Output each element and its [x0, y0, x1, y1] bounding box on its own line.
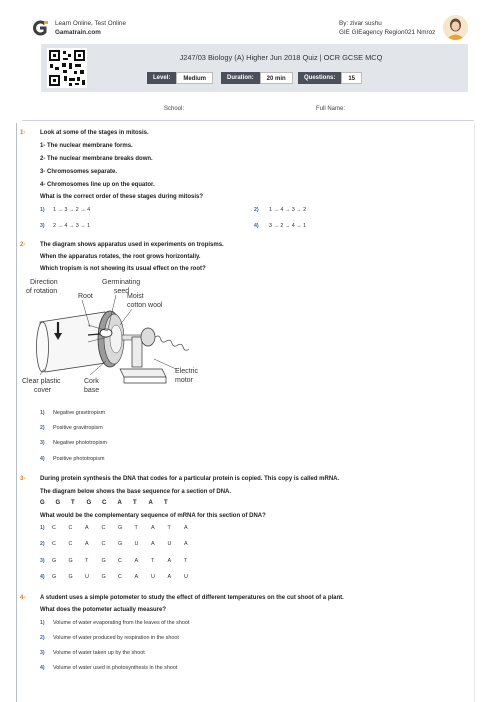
- option-text[interactable]: Volume of water used in photosynthesis in the shoot: [53, 665, 178, 671]
- diagram-label: Electric: [175, 368, 198, 375]
- option-number[interactable]: 2): [40, 541, 45, 547]
- dna-base: G: [86, 500, 92, 506]
- dna-base: G: [55, 500, 61, 506]
- duration-value: 20 min: [260, 72, 293, 84]
- question-3-question: What would be the complementary sequence of mRNA for this section of DNA?: [40, 513, 266, 519]
- dna-base: A: [148, 500, 153, 506]
- option-number[interactable]: 3): [40, 223, 45, 229]
- base: T: [151, 558, 155, 564]
- diagram-label: seed: [114, 288, 130, 295]
- base: G: [52, 558, 57, 564]
- base: C: [68, 541, 73, 547]
- quiz-banner: [41, 44, 468, 92]
- power-cable-icon: [154, 335, 189, 351]
- diagram-label: Root: [78, 293, 93, 300]
- base: C: [101, 525, 106, 531]
- option-number[interactable]: 1): [40, 620, 45, 626]
- question-1-stem: Look at some of the stages in mitosis.: [40, 130, 149, 136]
- base: C: [101, 541, 106, 547]
- question-3-number: 3-: [20, 476, 26, 482]
- option-number[interactable]: 3): [40, 440, 45, 446]
- tropism-apparatus-diagram: [20, 277, 200, 397]
- option-text[interactable]: Positive gravitropism: [53, 425, 103, 431]
- base: U: [151, 574, 155, 580]
- base: G: [118, 525, 123, 531]
- question-1-question: What is the correct order of these stages during mitosis?: [40, 194, 204, 200]
- cork-base-shape: [98, 311, 124, 367]
- option-text[interactable]: 3 → 2 → 4 → 1: [269, 223, 307, 229]
- option-text[interactable]: 1 → 4 → 3 → 2: [269, 207, 307, 213]
- option-number[interactable]: 4): [40, 665, 45, 671]
- question-4-stem: A student uses a simple potometer to study the effect of different temperatures on the cut shoot of a plant.: [40, 595, 344, 601]
- base: A: [151, 541, 155, 547]
- option-text[interactable]: Volume of water evaporating from the leaves of the shoot: [53, 620, 190, 626]
- base: C: [52, 541, 56, 547]
- base: T: [167, 525, 171, 531]
- option-text[interactable]: Volume of water produced by respiration in the shoot: [53, 635, 179, 641]
- option-sequence[interactable]: [52, 525, 201, 531]
- base: A: [151, 525, 155, 531]
- diagram-label: Direction: [30, 279, 58, 286]
- option-number[interactable]: 4): [40, 574, 45, 580]
- base: A: [184, 525, 188, 531]
- option-text[interactable]: 2 → 4 → 3 → 1: [53, 223, 91, 229]
- base: A: [134, 558, 139, 564]
- quiz-title: J247/03 Biology (A) Higher Jun 2018 Quiz | OCR GCSE MCQ: [179, 53, 383, 62]
- author-name: By: zivar sushu: [339, 20, 382, 27]
- base: U: [167, 541, 172, 547]
- question-3-stem: During protein synthesis the DNA that codes for a particular protein is copied. This copy is called mRNA.: [40, 476, 340, 482]
- dna-base: G: [40, 500, 45, 506]
- option-number[interactable]: 2): [40, 425, 45, 431]
- dna-base: T: [164, 500, 168, 506]
- question-1-line: 1- The nuclear membrane forms.: [40, 143, 133, 149]
- questions-value: 15: [341, 72, 362, 84]
- site-link[interactable]: Gamatrain.com: [55, 29, 101, 36]
- question-1-line: 3- Chromosomes separate.: [40, 169, 118, 175]
- question-2-stem: The diagram shows apparatus used in experiments on tropisms.: [40, 242, 224, 248]
- diagram-label: Cork: [84, 378, 99, 385]
- page-header: [0, 0, 496, 48]
- base: A: [184, 541, 188, 547]
- base: C: [68, 525, 73, 531]
- option-sequence[interactable]: [52, 574, 201, 580]
- base: C: [118, 558, 122, 564]
- level-label: Level:: [147, 72, 176, 84]
- option-number[interactable]: 1): [40, 207, 45, 213]
- base: U: [85, 574, 89, 580]
- base: A: [134, 574, 139, 580]
- diagram-label: Moist: [127, 293, 144, 300]
- site-slogan: Learn Online, Test Online: [55, 20, 126, 27]
- base: A: [85, 525, 89, 531]
- option-text[interactable]: Negative phototropism: [53, 440, 107, 446]
- question-4-question: What does the potometer actually measure?: [40, 607, 167, 613]
- diagram-label: cover: [34, 387, 52, 394]
- dna-base: T: [133, 500, 137, 506]
- option-text[interactable]: Negative gravitropism: [53, 410, 106, 416]
- diagram-label: cotton wool: [127, 302, 163, 309]
- avatar: [443, 15, 468, 40]
- base: G: [68, 558, 73, 564]
- question-1-line: 2- The nuclear membrane breaks down.: [40, 156, 153, 162]
- level-value: Medium: [176, 72, 213, 84]
- level-badge: [147, 72, 213, 84]
- school-label: School:: [164, 106, 185, 112]
- dna-base: A: [117, 500, 122, 506]
- option-number[interactable]: 4): [254, 223, 259, 229]
- base: T: [134, 525, 138, 531]
- questions-label: Questions:: [298, 72, 341, 84]
- diagram-label: Clear plastic: [22, 378, 61, 385]
- base: A: [167, 574, 172, 580]
- question-2-question: Which tropism is not showing its usual effect on the root?: [40, 266, 206, 272]
- base: G: [101, 558, 106, 564]
- header-divider: [22, 120, 474, 121]
- option-number[interactable]: 4): [40, 456, 45, 462]
- base: C: [52, 525, 56, 531]
- question-2-line: When the apparatus rotates, the root grows horizontally.: [40, 254, 201, 260]
- right-margin-line: [474, 123, 475, 702]
- avatar-portrait-icon: [443, 15, 468, 40]
- option-number[interactable]: 3): [40, 650, 45, 656]
- option-text[interactable]: Positive phototropism: [53, 456, 105, 462]
- option-number[interactable]: 2): [40, 635, 45, 641]
- question-1-line: 4- Chromosomes line up on the equator.: [40, 182, 155, 188]
- question-1-number: 1-: [20, 130, 26, 136]
- qr-code-icon[interactable]: [47, 48, 87, 88]
- diagram-label: Germinating: [102, 279, 141, 286]
- option-text[interactable]: Volume of water taken up by the shoot: [53, 650, 145, 656]
- fullname-label: Full Name:: [316, 106, 346, 112]
- option-sequence[interactable]: [52, 541, 201, 547]
- base: G: [68, 574, 73, 580]
- dna-base: C: [102, 500, 107, 506]
- base: G: [101, 574, 106, 580]
- option-text[interactable]: 1 → 3 → 2 → 4: [53, 207, 91, 213]
- option-number[interactable]: 3): [40, 558, 45, 564]
- option-sequence[interactable]: [52, 558, 201, 564]
- base: A: [167, 558, 172, 564]
- diagram-label: base: [84, 387, 100, 394]
- base: U: [134, 541, 139, 547]
- duration-label: Duration:: [221, 72, 260, 84]
- site-tagline: [55, 19, 126, 37]
- base: T: [184, 558, 188, 564]
- question-4-number: 4-: [20, 595, 26, 601]
- diagram-label: motor: [175, 377, 193, 384]
- option-number[interactable]: 2): [254, 207, 259, 213]
- base: A: [85, 541, 89, 547]
- question-2-number: 2-: [20, 242, 26, 248]
- questions-badge: [298, 72, 362, 84]
- dna-base: T: [71, 500, 75, 506]
- author-info: [339, 19, 459, 37]
- duration-badge: [221, 72, 293, 84]
- author-agency: GIE GIEagency Region021 Nmroz: [339, 29, 436, 36]
- option-number[interactable]: 1): [40, 410, 45, 416]
- base: C: [118, 574, 122, 580]
- diagram-label: of rotation: [26, 288, 58, 295]
- base: G: [118, 541, 123, 547]
- option-number[interactable]: 1): [40, 525, 45, 531]
- left-margin-line: [16, 123, 17, 702]
- dna-sequence: [40, 500, 180, 506]
- base: U: [184, 574, 188, 580]
- gamatrain-logo-icon: [30, 19, 50, 37]
- base: G: [52, 574, 57, 580]
- base: T: [85, 558, 89, 564]
- question-3-line: The diagram below shows the base sequence for a section of DNA.: [40, 489, 232, 495]
